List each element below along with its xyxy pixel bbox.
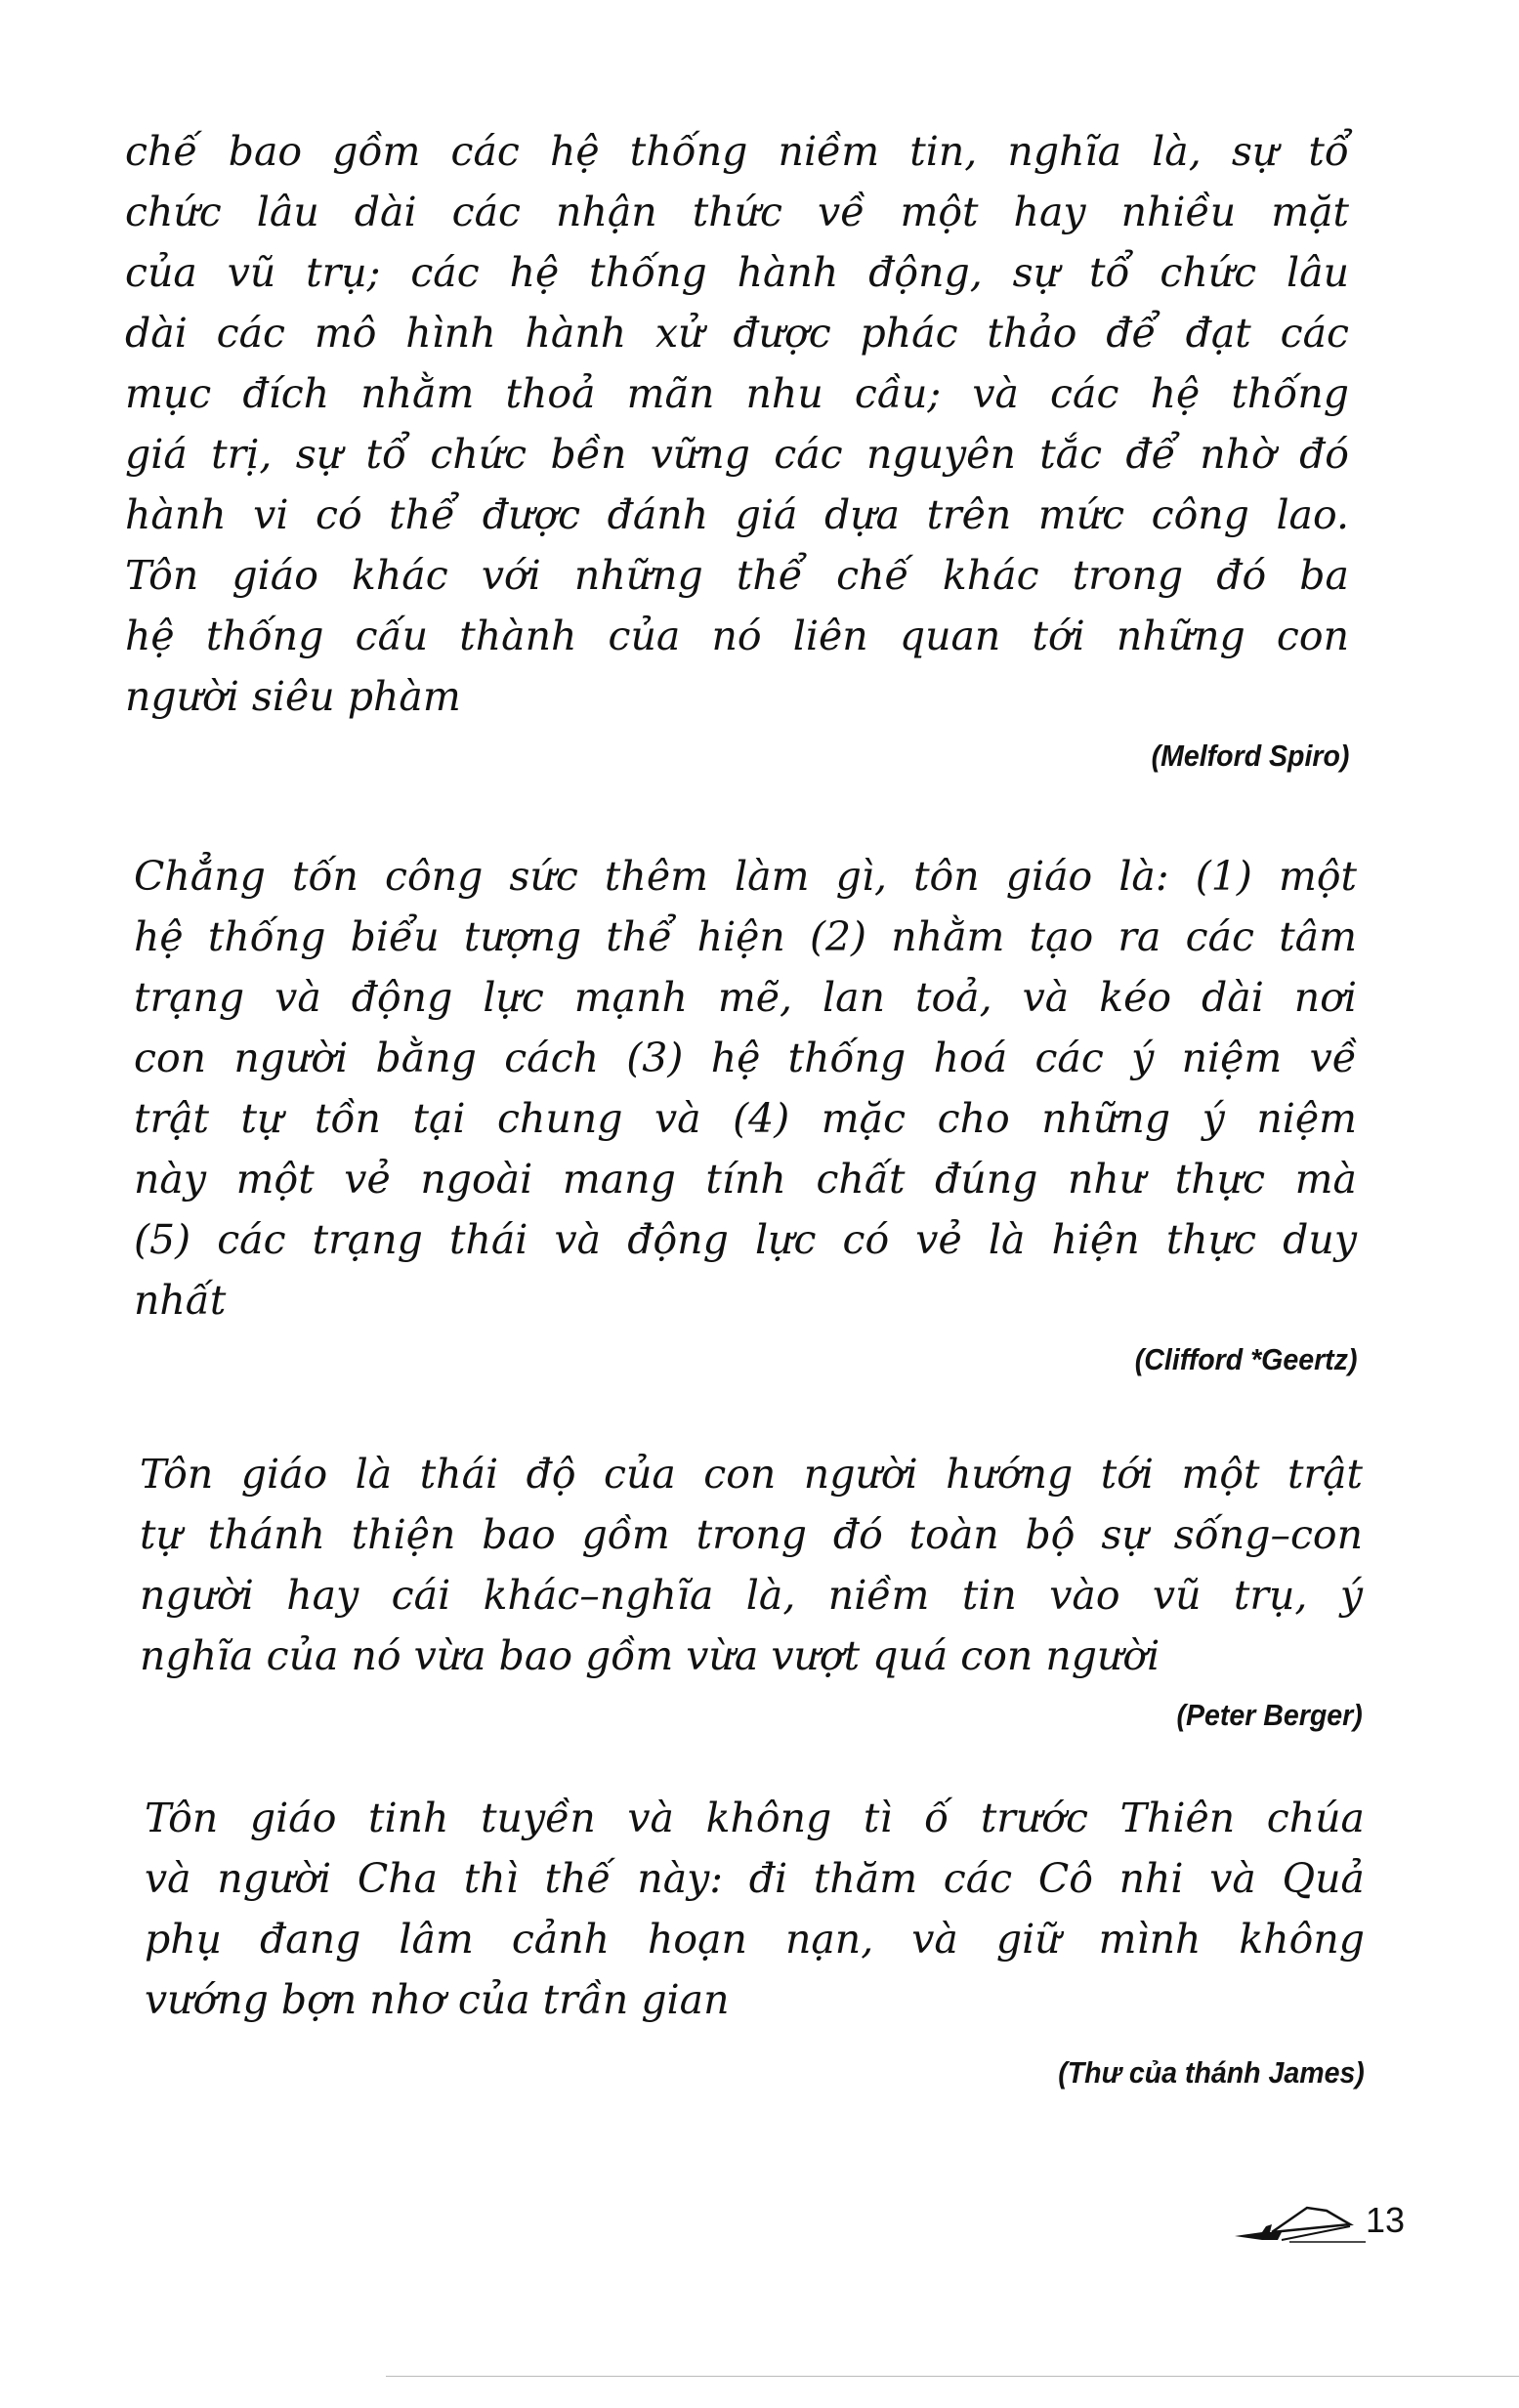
text-line: vướng bợn nhơ của trần gian [145,1976,730,2023]
quote-attribution: (Clifford *Geertz) [1134,1342,1357,1376]
text-line: người siêu phàm [125,673,461,720]
text-line: hành vi có thể được đánh giá dựa trên mức công lao. [125,491,1349,538]
text-line: trạng và động lực mạnh mẽ, lan toả, và kéo dài nơi [134,974,1357,1021]
text-line: của vũ trụ; các hệ thống hành động, sự tổ chức lâu [125,249,1349,296]
text-line: nhất [134,1277,227,1324]
quote-attribution: (Melford Spiro) [1151,739,1349,773]
text-line: chức lâu dài các nhận thức về một hay nhiều mặt [125,189,1349,235]
bottom-rule [386,2376,1519,2377]
text-line: phụ đang lâm cảnh hoạn nạn, và giữ mình không [145,1916,1365,1963]
text-line: Tôn giáo tinh tuyền và không tì ố trước Thiên chúa [145,1795,1365,1841]
text-line: người hay cái khác–nghĩa là, niềm tin vào vũ trụ, ý [140,1572,1363,1619]
quill-pen-icon [1233,2203,1366,2247]
text-line: và người Cha thì thế này: đi thăm các Cô nhi và Quả [145,1855,1365,1902]
text-line: Tôn giáo khác với những thể chế khác trong đó ba [125,552,1349,599]
page-number: 13 [1366,2200,1406,2240]
text-line: trật tự tồn tại chung và (4) mặc cho những ý niệm [134,1095,1357,1142]
text-line: này một vẻ ngoài mang tính chất đúng như thực mà [134,1156,1357,1203]
text-line: hệ thống biểu tượng thể hiện (2) nhằm tạo ra các tâm [134,913,1357,960]
text-line: Tôn giáo là thái độ của con người hướng tới một trật [140,1451,1363,1498]
text-line: mục đích nhằm thoả mãn nhu cầu; và các hệ thống [125,370,1349,417]
text-line: Chẳng tốn công sức thêm làm gì, tôn giáo là: (1) một [134,853,1357,900]
text-line: hệ thống cấu thành của nó liên quan tới những con [125,613,1349,659]
text-line: giá trị, sự tổ chức bền vững các nguyên tắc để nhờ đó [125,431,1349,478]
text-line: chế bao gồm các hệ thống niềm tin, nghĩa là, sự tổ [125,128,1349,175]
text-line: con người bằng cách (3) hệ thống hoá các ý niệm về [134,1035,1357,1081]
text-line: (5) các trạng thái và động lực có vẻ là hiện thực duy [134,1216,1357,1263]
quote-attribution: (Thư của thánh James) [1058,2055,1365,2090]
text-line: nghĩa của nó vừa bao gồm vừa vượt quá con người [140,1632,1160,1679]
text-line: dài các mô hình hành xử được phác thảo để đạt các [125,310,1349,357]
quote-attribution: (Peter Berger) [1176,1698,1363,1732]
text-line: tự thánh thiện bao gồm trong đó toàn bộ sự sống–con [140,1511,1363,1558]
